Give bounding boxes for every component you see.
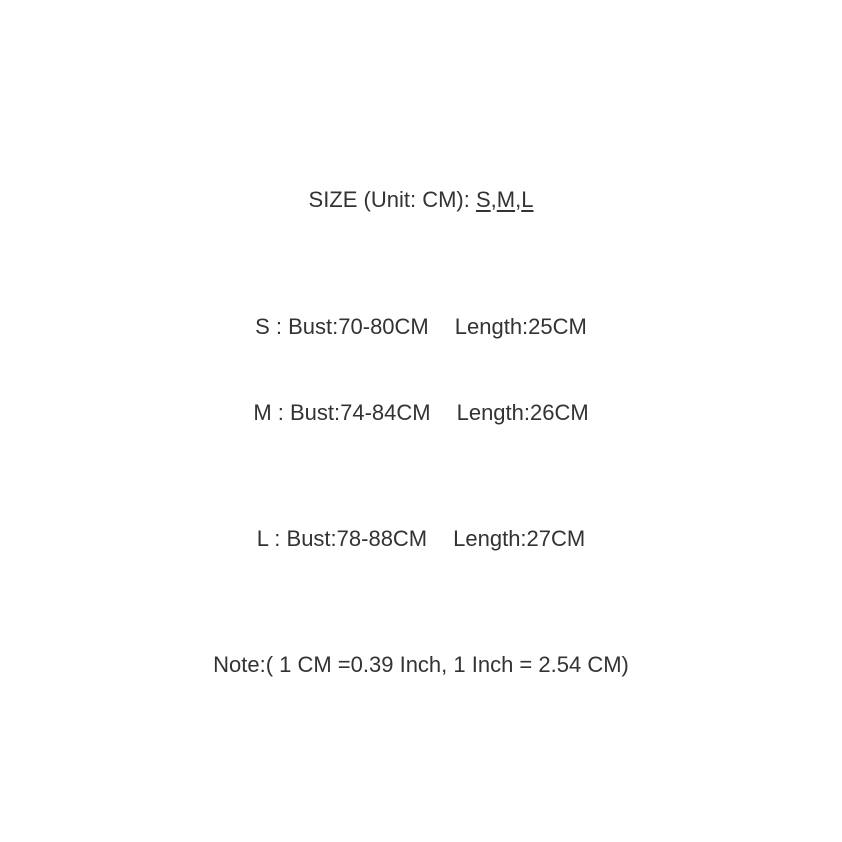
size-s-bust: S : Bust:70-80CM [255, 314, 429, 339]
size-row-l [0, 528, 842, 550]
title-prefix: SIZE (Unit: CM): [308, 187, 476, 212]
size-row-m [0, 402, 842, 424]
conversion-note: Note:( 1 CM =0.39 Inch, 1 Inch = 2.54 CM) [213, 652, 629, 677]
size-row-s [0, 316, 842, 338]
size-chart-title [0, 189, 842, 211]
size-option-m: M [496, 187, 516, 212]
size-s-length: Length:25CM [454, 314, 587, 339]
size-option-s: S [475, 187, 491, 212]
size-m-length: Length:26CM [456, 400, 589, 425]
size-l-length: Length:27CM [453, 526, 586, 551]
title-separator: , [490, 187, 497, 212]
size-m-bust: M : Bust:74-84CM [253, 400, 431, 425]
size-option-l: L [521, 187, 534, 212]
size-l-bust: L : Bust:78-88CM [256, 526, 428, 551]
title-separator: , [515, 187, 522, 212]
